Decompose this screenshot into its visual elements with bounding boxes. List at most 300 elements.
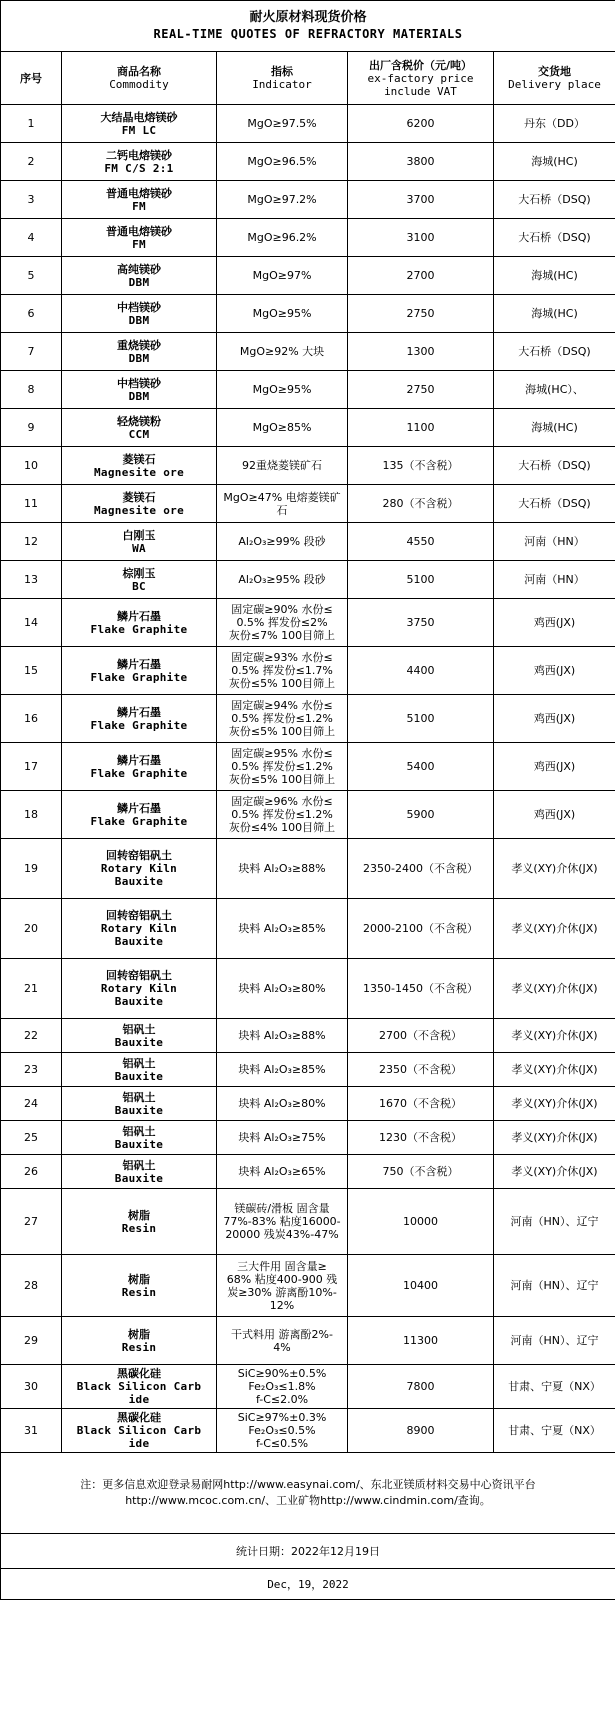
table-row [1,1019,615,1053]
header-place [494,52,615,105]
header-indicator-en: Indicator [252,78,312,91]
indicator-cell [217,181,348,219]
table-row [1,295,615,333]
footnote [1,1453,615,1534]
table-row [1,839,615,899]
indicator-line: 固定碳≥93% 水份≤ [231,651,333,664]
commodity-zh: 铝矾土 [122,1124,156,1138]
row-number: 20 [1,899,62,959]
indicator-line: 块料 Al₂O₃≥80% [238,982,326,995]
commodity-en: Resin [121,1221,157,1235]
indicator-line: 固定碳≥90% 水份≤ [231,603,333,616]
indicator-line: 20000 残炭43%-47% [225,1228,339,1241]
table-row [1,959,615,1019]
commodity-en: DBM [128,313,150,327]
price-cell: 11300 [348,1317,494,1365]
indicator-cell [217,143,348,181]
table-row [1,791,615,839]
indicator-line: MgO≥96.2% [247,231,317,244]
delivery-place-cell: 大石桥（DSQ) [494,333,615,371]
commodity-zh: 重烧镁砂 [117,338,161,352]
price-cell: 1670（不含税） [348,1087,494,1121]
price-cell: 4400 [348,647,494,695]
price-cell: 4550 [348,523,494,561]
indicator-line: 灰份≤5% 100目筛上 [228,773,336,786]
table-row [1,1121,615,1155]
indicator-line: 灰份≤7% 100目筛上 [228,629,336,642]
commodity-cell [62,447,217,485]
price-cell: 3800 [348,143,494,181]
commodity-cell [62,219,217,257]
commodity-en: Black Silicon Carb [76,1380,202,1393]
row-number: 30 [1,1365,62,1409]
indicator-line: Fe₂O₃≤1.8% [248,1380,316,1393]
indicator-line: 干式料用 游离酚2%- [231,1327,333,1341]
commodity-en: Rotary Kiln [100,982,178,995]
row-number: 2 [1,143,62,181]
commodity-zh: 菱镁石 [122,452,156,466]
indicator-line: 固定碳≥95% 水份≤ [231,747,333,760]
commodity-cell [62,523,217,561]
table-row [1,1255,615,1317]
row-number: 22 [1,1019,62,1053]
indicator-cell [217,1053,348,1087]
commodity-en: Flake Graphite [90,814,188,828]
commodity-cell [62,647,217,695]
commodity-cell [62,1255,217,1317]
commodity-en: Resin [121,1285,157,1299]
commodity-zh: 鳞片石墨 [117,753,161,767]
row-number: 10 [1,447,62,485]
indicator-line: Fe₂O₃≤0.5% [248,1424,316,1437]
commodity-cell [62,333,217,371]
delivery-place-cell: 河南（HN）、辽宁 [494,1189,615,1255]
price-cell: 5400 [348,743,494,791]
header-row [1,52,615,105]
delivery-place-cell: 孝义(XY)介休(JX) [494,1087,615,1121]
price-cell: 135（不含税） [348,447,494,485]
indicator-cell [217,409,348,447]
stat-date: 统计日期：2022年12月19日 [1,1534,615,1569]
commodity-cell [62,959,217,1019]
commodity-en: Flake Graphite [90,670,188,684]
indicator-line: 4% [273,1340,291,1354]
commodity-en: FM C/S 2:1 [104,161,174,175]
indicator-line: MgO≥95% [252,307,312,320]
table-row [1,371,615,409]
indicator-cell [217,105,348,143]
indicator-cell [217,561,348,599]
commodity-cell [62,257,217,295]
indicator-line: 0.5% 挥发份≤1.2% [231,712,333,725]
table-row [1,257,615,295]
indicator-line: MgO≥92% 大块 [239,345,325,358]
row-number: 15 [1,647,62,695]
commodity-en: Magnesite ore [94,503,184,517]
commodity-en: ide [128,1393,150,1406]
commodity-zh: 黑碳化硅 [117,1367,161,1380]
price-cell: 10000 [348,1189,494,1255]
delivery-place-cell: 孝义(XY)介休(JX) [494,1121,615,1155]
delivery-place-cell: 孝义(XY)介休(JX) [494,899,615,959]
delivery-place-cell: 河南（HN）、辽宁 [494,1317,615,1365]
indicator-line: SiC≥97%±0.3% [237,1411,327,1424]
indicator-cell [217,447,348,485]
indicator-line: 12% [269,1298,295,1312]
row-number: 5 [1,257,62,295]
commodity-cell [62,409,217,447]
delivery-place-cell: 孝义(XY)介休(JX) [494,1053,615,1087]
delivery-place-cell: 海城(HC）、 [494,371,615,409]
price-cell: 5100 [348,695,494,743]
header-indicator-zh: 指标 [271,65,293,78]
commodity-zh: 树脂 [128,1327,150,1341]
indicator-cell [217,1087,348,1121]
table-row [1,1087,615,1121]
commodity-en: Bauxite [114,1103,164,1117]
commodity-en: FM LC [121,123,157,137]
row-number: 31 [1,1409,62,1453]
commodity-en: Bauxite [114,1069,164,1083]
commodity-zh: 白刚玉 [122,528,156,542]
header-price-en2: include VAT [384,84,457,98]
indicator-line: 石 [276,503,288,517]
table-row [1,743,615,791]
commodity-zh: 黑碳化硅 [117,1411,161,1424]
commodity-en: Rotary Kiln [100,922,178,935]
indicator-cell [217,257,348,295]
commodity-zh: 高纯镁砂 [117,262,161,276]
indicator-line: MgO≥97.5% [247,117,317,130]
delivery-place-cell: 海城(HC) [494,143,615,181]
commodity-en: FM [132,199,146,213]
commodity-cell [62,105,217,143]
title-en: REAL-TIME QUOTES OF REFRACTORY MATERIALS [153,27,463,41]
indicator-line: MgO≥95% [252,383,312,396]
header-price [348,52,494,105]
row-number: 23 [1,1053,62,1087]
row-number: 8 [1,371,62,409]
commodity-en: Flake Graphite [90,622,188,636]
indicator-line: 77%-83% 粘度16000- [223,1215,341,1228]
header-place-zh: 交货地 [538,65,571,78]
header-price-en1: ex-factory price [367,71,474,85]
indicator-cell [217,1255,348,1317]
commodity-zh: 回转窑铝矾土 [106,849,172,862]
indicator-cell [217,1317,348,1365]
table-row [1,695,615,743]
indicator-cell [217,1155,348,1189]
commodity-en: Flake Graphite [90,718,188,732]
indicator-line: 灰份≤4% 100目筛上 [228,821,336,834]
commodity-zh: 棕刚玉 [122,566,156,580]
price-cell: 10400 [348,1255,494,1317]
delivery-place-cell: 甘肃、宁夏（NX） [494,1365,615,1409]
commodity-zh: 二钙电熔镁砂 [106,148,172,162]
indicator-line: 0.5% 挥发份≤2% [236,616,328,629]
commodity-cell [62,599,217,647]
row-number: 4 [1,219,62,257]
indicator-line: 块料 Al₂O₃≥85% [238,922,326,935]
indicator-line: MgO≥97.2% [247,193,317,206]
row-number: 25 [1,1121,62,1155]
delivery-place-cell: 鸡西(JX) [494,791,615,839]
table-row [1,1317,615,1365]
indicator-line: 块料 Al₂O₃≥75% [238,1131,326,1144]
price-cell: 5900 [348,791,494,839]
indicator-line: 块料 Al₂O₃≥85% [238,1063,326,1076]
row-number: 9 [1,409,62,447]
commodity-zh: 轻烧镁粉 [117,414,161,428]
commodity-zh: 回转窑铝矾土 [106,969,172,982]
commodity-cell [62,899,217,959]
indicator-cell [217,959,348,1019]
delivery-place-cell: 海城(HC) [494,295,615,333]
indicator-cell [217,523,348,561]
commodity-zh: 大结晶电熔镁砂 [100,110,178,124]
delivery-place-cell: 大石桥（DSQ) [494,219,615,257]
commodity-zh: 普通电熔镁砂 [106,224,172,238]
date-en: Dec，19，2022 [1,1569,615,1600]
header-commodity-zh: 商品名称 [117,65,161,78]
footnote-line2: http://www.mcoc.com.cn/、工业矿物http://www.cindmin.com/查询。 [125,1494,491,1507]
table-row [1,1365,615,1409]
row-number: 21 [1,959,62,1019]
commodity-cell [62,1409,217,1453]
row-number: 6 [1,295,62,333]
commodity-cell [62,1155,217,1189]
indicator-cell [217,371,348,409]
commodity-en: Bauxite [114,995,164,1008]
commodity-en: Bauxite [114,1137,164,1151]
table-row [1,561,615,599]
commodity-en: ide [128,1437,150,1450]
indicator-line: f-C≤0.5% [255,1437,309,1450]
price-cell: 3700 [348,181,494,219]
row-number: 13 [1,561,62,599]
indicator-line: 炭≥30% 游离酚10%- [227,1285,337,1299]
delivery-place-cell: 鸡西(JX) [494,599,615,647]
indicator-line: 灰份≤5% 100目筛上 [228,677,336,690]
commodity-zh: 回转窑铝矾土 [106,909,172,922]
row-number: 28 [1,1255,62,1317]
delivery-place-cell: 河南（HN） [494,561,615,599]
commodity-zh: 菱镁石 [122,490,156,504]
indicator-cell [217,485,348,523]
price-cell: 1230（不含税） [348,1121,494,1155]
header-price-zh: 出厂含税价（元/吨） [368,58,473,72]
price-cell: 6200 [348,105,494,143]
row-number: 19 [1,839,62,899]
commodity-en: Bauxite [114,935,164,948]
price-cell: 2350-2400（不含税） [348,839,494,899]
delivery-place-cell: 河南（HN） [494,523,615,561]
commodity-cell [62,143,217,181]
indicator-line: 0.5% 挥发份≤1.7% [231,664,333,677]
commodity-cell [62,791,217,839]
table-row [1,599,615,647]
indicator-line: Al₂O₃≥99% 段砂 [238,535,326,548]
header-no: 序号 [1,52,62,105]
indicator-line: MgO≥97% [252,269,312,282]
row-number: 14 [1,599,62,647]
indicator-line: 68% 粘度400-900 残 [226,1272,338,1286]
indicator-line: SiC≥90%±0.5% [237,1367,327,1380]
commodity-cell [62,839,217,899]
commodity-zh: 鳞片石墨 [117,801,161,815]
commodity-cell [62,1365,217,1409]
indicator-line: 固定碳≥94% 水份≤ [231,699,333,712]
delivery-place-cell: 大石桥（DSQ) [494,181,615,219]
indicator-line: 灰份≤5% 100目筛上 [228,725,336,738]
commodity-en: DBM [128,389,150,403]
table-row [1,647,615,695]
delivery-place-cell: 海城(HC) [494,257,615,295]
commodity-cell [62,1019,217,1053]
commodity-en: Bauxite [114,1035,164,1049]
commodity-zh: 铝矾土 [122,1158,156,1172]
commodity-cell [62,1121,217,1155]
row-number: 29 [1,1317,62,1365]
commodity-zh: 鳞片石墨 [117,705,161,719]
delivery-place-cell: 孝义(XY)介休(JX) [494,1019,615,1053]
indicator-cell [217,839,348,899]
commodity-zh: 树脂 [128,1208,150,1222]
price-cell: 1100 [348,409,494,447]
table-title [1,1,615,52]
row-number: 16 [1,695,62,743]
commodity-cell [62,181,217,219]
commodity-zh: 铝矾土 [122,1022,156,1036]
table-row [1,143,615,181]
delivery-place-cell: 孝义(XY)介休(JX) [494,839,615,899]
indicator-line: 镁碳砖/滑板 固含量 [234,1202,330,1215]
commodity-zh: 中档镁砂 [117,376,161,390]
indicator-cell [217,1121,348,1155]
commodity-en: DBM [128,275,150,289]
delivery-place-cell: 大石桥（DSQ) [494,447,615,485]
indicator-cell [217,743,348,791]
delivery-place-cell: 孝义(XY)介休(JX) [494,1155,615,1189]
commodity-cell [62,1087,217,1121]
price-cell: 3100 [348,219,494,257]
commodity-en: CCM [128,427,150,441]
commodity-cell [62,295,217,333]
commodity-zh: 普通电熔镁砂 [106,186,172,200]
commodity-cell [62,743,217,791]
delivery-place-cell: 河南（HN）、辽宁 [494,1255,615,1317]
table-row [1,105,615,143]
footnote-line1: 注：更多信息欢迎登录易耐网http://www.easynai.com/、东北亚镁质材料交易中心资讯平台 [80,1478,536,1491]
table-row [1,523,615,561]
indicator-cell [217,333,348,371]
row-number: 3 [1,181,62,219]
delivery-place-cell: 鸡西(JX) [494,695,615,743]
commodity-cell [62,561,217,599]
indicator-cell [217,1365,348,1409]
row-number: 24 [1,1087,62,1121]
table-row [1,181,615,219]
commodity-en: BC [132,579,146,593]
commodity-en: Rotary Kiln [100,862,178,875]
price-cell: 750（不含税） [348,1155,494,1189]
row-number: 1 [1,105,62,143]
row-number: 26 [1,1155,62,1189]
delivery-place-cell: 鸡西(JX) [494,647,615,695]
table-row [1,219,615,257]
indicator-line: 块料 Al₂O₃≥88% [238,1029,326,1042]
table-row [1,1409,615,1453]
commodity-zh: 中档镁砂 [117,300,161,314]
indicator-line: 块料 Al₂O₃≥65% [238,1165,326,1178]
indicator-line: 三大件用 固含量≥ [237,1259,327,1273]
commodity-cell [62,695,217,743]
indicator-cell [217,791,348,839]
delivery-place-cell: 海城(HC) [494,409,615,447]
commodity-en: Resin [121,1340,157,1354]
delivery-place-cell: 丹东（DD） [494,105,615,143]
indicator-cell [217,219,348,257]
row-number: 11 [1,485,62,523]
delivery-place-cell: 甘肃、宁夏（NX） [494,1409,615,1453]
table-row [1,447,615,485]
price-cell: 2700（不含税） [348,1019,494,1053]
commodity-cell [62,485,217,523]
commodity-cell [62,371,217,409]
commodity-en: Bauxite [114,875,164,888]
price-cell: 7800 [348,1365,494,1409]
commodity-en: Bauxite [114,1171,164,1185]
commodity-zh: 鳞片石墨 [117,657,161,671]
commodity-en: Flake Graphite [90,766,188,780]
table-row [1,1053,615,1087]
row-number: 17 [1,743,62,791]
commodity-cell [62,1189,217,1255]
commodity-en: Magnesite ore [94,465,184,479]
price-cell: 3750 [348,599,494,647]
table-row [1,1189,615,1255]
commodity-cell [62,1053,217,1087]
price-cell: 5100 [348,561,494,599]
delivery-place-cell: 孝义(XY)介休(JX) [494,959,615,1019]
table-row [1,485,615,523]
commodity-en: FM [132,237,146,251]
header-indicator [217,52,348,105]
price-cell: 2700 [348,257,494,295]
indicator-cell [217,899,348,959]
price-cell: 2750 [348,371,494,409]
indicator-cell [217,599,348,647]
indicator-line: MgO≥47% 电熔菱镁矿 [223,490,341,504]
indicator-line: 0.5% 挥发份≤1.2% [231,808,333,821]
header-commodity-en: Commodity [109,78,169,91]
indicator-line: MgO≥85% [252,421,312,434]
commodity-zh: 树脂 [128,1272,150,1286]
price-cell: 8900 [348,1409,494,1453]
indicator-cell [217,695,348,743]
indicator-cell [217,647,348,695]
table-row [1,899,615,959]
price-cell: 2000-2100（不含税） [348,899,494,959]
indicator-line: 块料 Al₂O₃≥88% [238,862,326,875]
indicator-line: f-C≤2.0% [255,1393,309,1406]
delivery-place-cell: 鸡西(JX) [494,743,615,791]
indicator-line: 0.5% 挥发份≤1.2% [231,760,333,773]
header-place-en: Delivery place [508,78,601,91]
title-zh: 耐火原材料现货价格 [249,10,367,25]
indicator-line: 92重烧菱镁矿石 [242,459,322,472]
price-cell: 2350（不含税） [348,1053,494,1087]
